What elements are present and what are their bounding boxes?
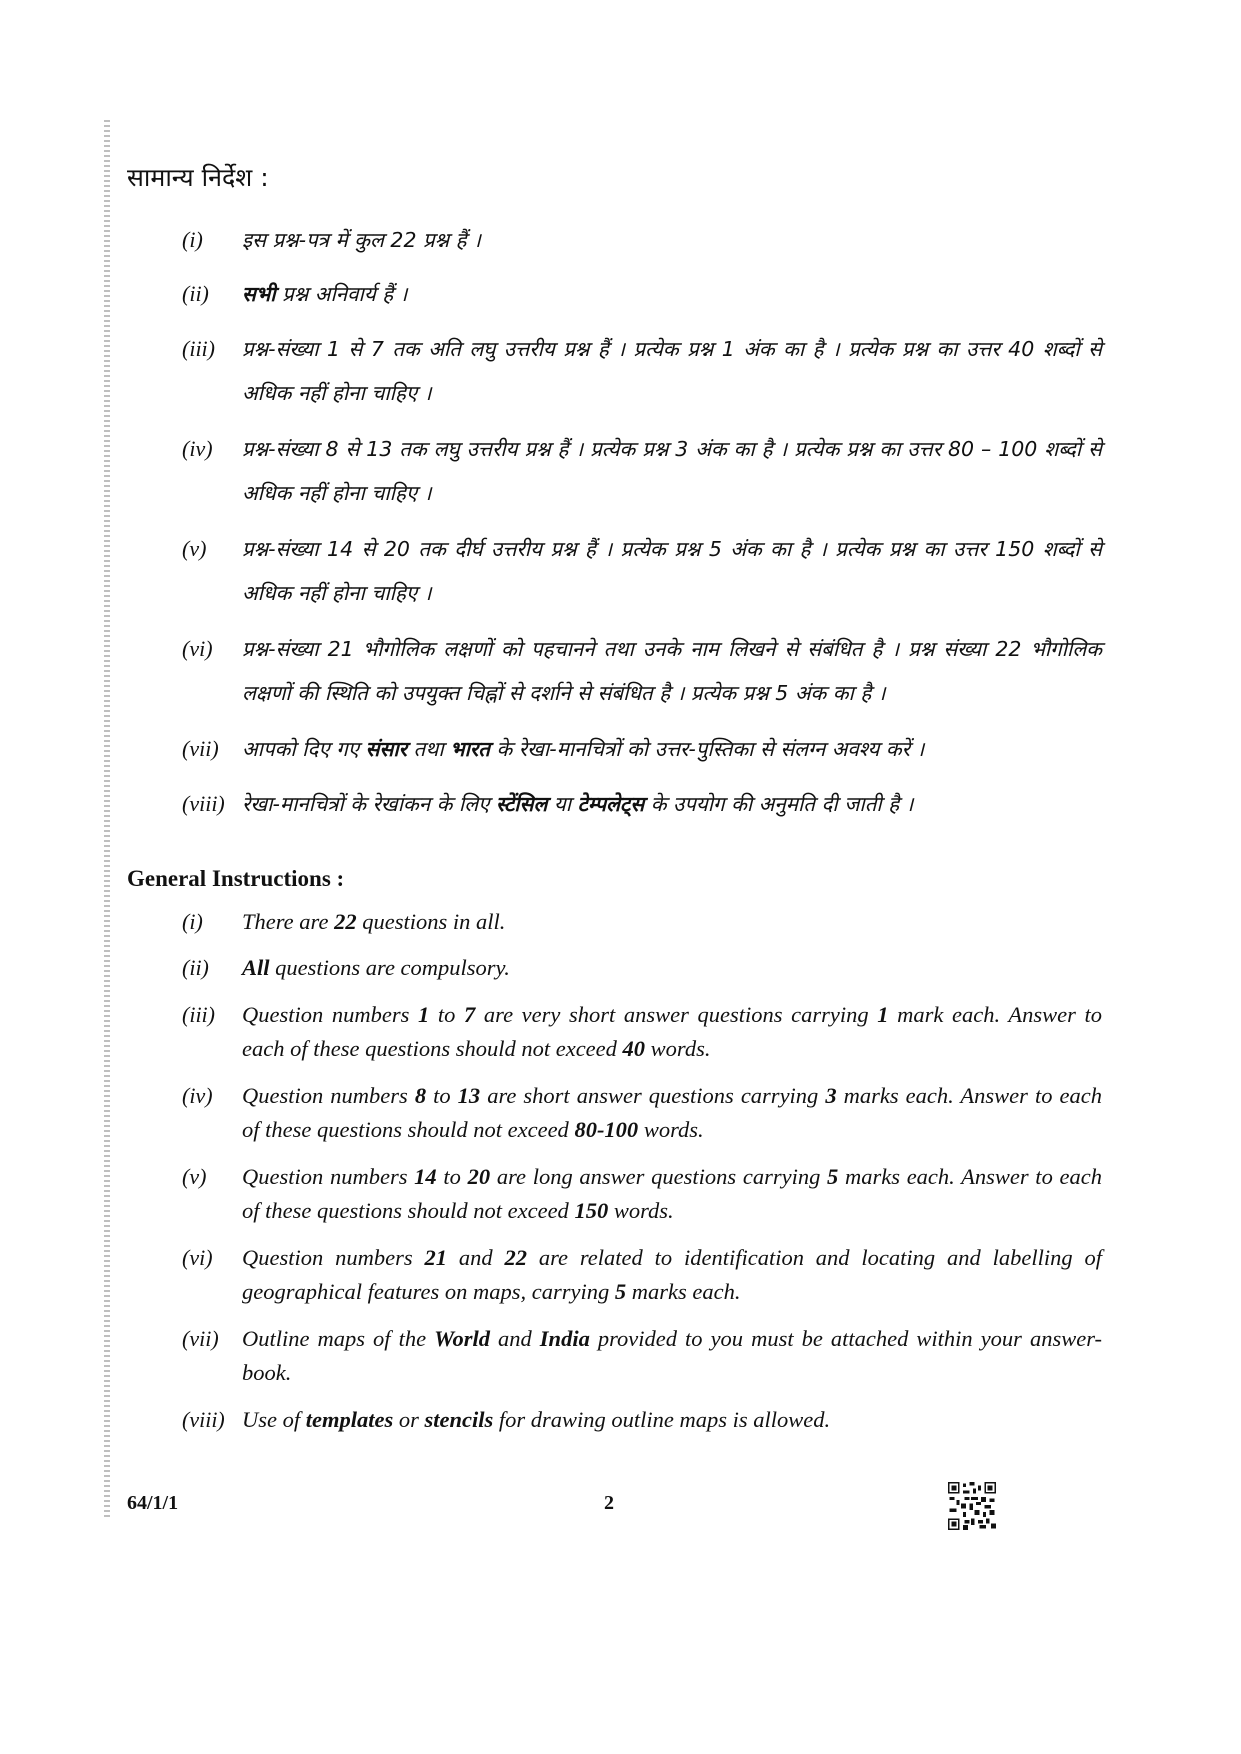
text-segment: are long answer questions carrying [490,1164,828,1189]
bold-text: 21 [424,1245,447,1270]
text-segment: There are [242,909,335,934]
item-number: (v) [182,1164,207,1189]
item-number: (i) [182,227,203,252]
item-text [242,1079,1102,1147]
text-segment: questions are compulsory. [269,955,510,980]
item-text [242,327,1102,415]
bold-text: 40 [622,1036,646,1061]
bold-text: 22 [334,909,357,934]
text-segment: to [436,1164,468,1189]
item-text [242,427,1102,515]
text-segment: या [547,792,578,816]
text-segment: प्रश्न-संख्या 8 से 13 तक लघु उत्तरीय प्रश्न हैं । प्रत्येक प्रश्न 3 अंक का है । प्रत्येक प्रश्न का उत्तर 80 – 100 शब्दों से अधिक नहीं होना चाहिए । [242,437,1102,505]
text-segment: के रेखा-मानचित्रों को उत्तर-पुस्तिका से संलग्न अवश्य करें । [489,737,925,761]
text-segment: इस प्रश्न-पत्र में कुल 22 प्रश्न हैं । [242,228,481,252]
bold-text: 13 [457,1083,481,1108]
bold-text: 80-100 [574,1117,639,1142]
text-segment: are related to identification and locating and labelling of geographical features on maps, carrying [242,1245,1102,1304]
text-segment: questions in all. [356,909,506,934]
text-segment: or [393,1407,425,1432]
item-text [242,998,1102,1066]
text-segment: marks each. Answer to each of these questions should not exceed [242,1083,1102,1142]
item-text [242,905,1102,939]
bold-text: 150 [574,1198,609,1223]
item-number: (vi) [182,1245,213,1270]
item-number: (v) [182,536,207,561]
text-segment: आपको दिए गए [242,737,366,761]
bold-text: 8 [414,1083,427,1108]
item-text [242,1241,1102,1309]
margin-security-strip [104,120,110,1520]
bold-text: All [242,955,270,980]
text-segment: to [429,1002,465,1027]
text-segment: Use of [242,1407,306,1432]
text-segment: marks each. Answer to each of these questions should not exceed [242,1164,1102,1223]
text-segment: प्रश्न अनिवार्य हैं । [275,282,408,306]
bold-text: स्टेंसिल [495,792,548,816]
item-text [242,218,1102,262]
item-text [242,627,1102,715]
bold-text: संसार [365,737,408,761]
item-text [242,782,1102,826]
text-segment: तथा [407,737,451,761]
text-segment: words. [608,1198,674,1223]
bold-text: 5 [614,1279,627,1304]
item-number: (vii) [182,736,219,761]
bold-text: 1 [418,1002,430,1027]
text-segment: for drawing outline maps is allowed. [493,1407,831,1432]
bold-text: सभी [242,282,276,306]
english-heading: General Instructions : [127,866,345,891]
item-text [242,1403,1102,1437]
text-segment: to [426,1083,458,1108]
bold-text: 22 [504,1245,527,1270]
text-segment: रेखा-मानचित्रों के रेखांकन के लिए [242,792,496,816]
text-segment: marks each. [626,1279,741,1304]
bold-text: World [434,1326,490,1351]
item-number: (viii) [182,1407,225,1432]
bold-text: भारत [450,737,490,761]
item-number: (ii) [182,281,209,306]
text-segment: are very short answer questions carrying [475,1002,878,1027]
item-number: (ii) [182,955,209,980]
text-segment: words. [645,1036,711,1061]
item-number: (viii) [182,791,225,816]
item-number: (iii) [182,336,215,361]
item-number: (iii) [182,1002,215,1027]
text-segment: Outline maps of the [242,1326,435,1351]
hindi-heading: सामान्य निर्देश : [127,163,269,192]
paper-code: 64/1/1 [127,1492,179,1514]
item-text [242,1322,1102,1390]
item-number: (iv) [182,436,213,461]
text-segment: words. [638,1117,704,1142]
bold-text: stencils [424,1407,494,1432]
text-segment: and [446,1245,505,1270]
text-segment: प्रश्न-संख्या 1 से 7 तक अति लघु उत्तरीय प्रश्न हैं । प्रत्येक प्रश्न 1 अंक का है । प्रत्येक प्रश्न का उत्तर 40 शब्दों से अधिक नहीं होना चाहिए । [242,337,1102,405]
text-segment: प्रश्न-संख्या 21 भौगोलिक लक्षणों को पहचानने तथा उनके नाम लिखने से संबंधित है । प्रश्न संख्या 22 भौगोलिक लक्षणों की स्थिति को उपयुक्त चिह्नों से दर्शाने से संबंधित है । प्रत्येक प्रश्न 5 अंक का है । [242,637,1102,705]
bold-text: 3 [825,1083,837,1108]
text-segment: Question numbers [242,1245,425,1270]
bold-text: 14 [414,1164,437,1189]
text-segment: प्रश्न-संख्या 14 से 20 तक दीर्घ उत्तरीय प्रश्न हैं । प्रत्येक प्रश्न 5 अंक का है । प्रत्येक प्रश्न का उत्तर 150 शब्दों से अधिक नहीं होना चाहिए । [242,537,1102,605]
item-number: (vii) [182,1326,219,1351]
bold-text: 20 [467,1164,491,1189]
qr-code-icon [948,1482,996,1530]
text-segment: mark each. Answer to each of these questions should not exceed [242,1002,1102,1061]
item-number: (i) [182,909,203,934]
page-number: 2 [604,1492,614,1514]
text-segment: Question numbers [242,1083,415,1108]
text-segment: Question numbers [242,1164,415,1189]
bold-text: templates [305,1407,394,1432]
bold-text: India [539,1326,590,1351]
item-text [242,272,1102,316]
item-text [242,951,1102,985]
text-segment: are short answer questions carrying [480,1083,826,1108]
item-number: (iv) [182,1083,213,1108]
text-segment: provided to you must be attached within your answer-book. [242,1326,1103,1385]
item-number: (vi) [182,636,213,661]
item-text [242,1160,1102,1228]
bold-text: टेम्पलेट्स [577,792,645,816]
item-text [242,727,1102,771]
item-text [242,527,1102,615]
bold-text: 5 [827,1164,839,1189]
bold-text: 7 [464,1002,476,1027]
text-segment: के उपयोग की अनुमति दी जाती है । [644,792,914,816]
bold-text: 1 [877,1002,889,1027]
text-segment: and [489,1326,540,1351]
text-segment: Question numbers [242,1002,418,1027]
